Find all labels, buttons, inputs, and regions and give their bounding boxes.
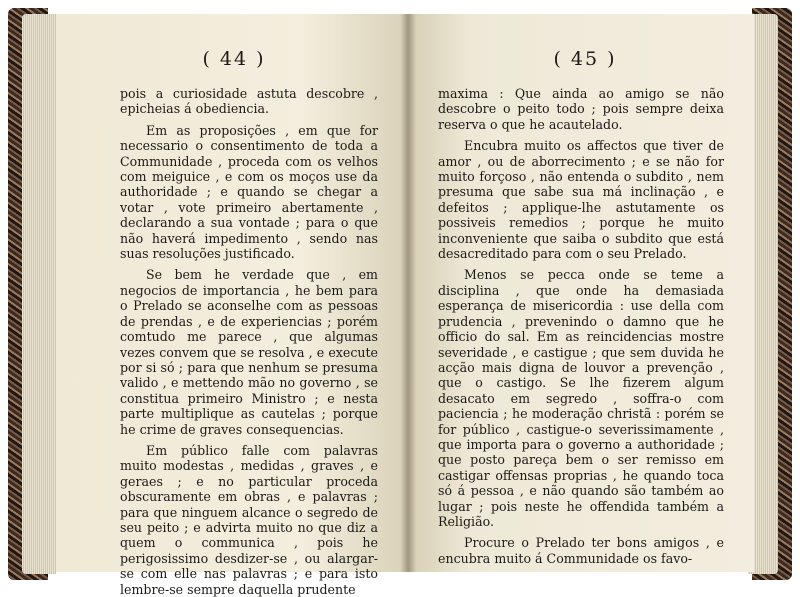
paragraph: Menos se pecca onde se teme a disciplina , que onde ha demasiada esperança de misericordia : use della com prudencia , prevenindo o damno que he officio do sal. Em as reincidencias mostre severidade , e castigue ; que sem duvida he acção mais digna de louvor a prevenção , que o castigo. Se lhe fizerem algum desacato em segredo , soffra-o com paciencia ; he moderação christã : porém se for público , castigue-o severissimamente , que importa para o governo a authoridade ; que posto pareça bem o ser remisso em castigar offensas proprias , he quando toca só á pessoa , e não quando são também ao lugar ; pois neste he offendida também a Religião. bbox=[438, 267, 724, 529]
left-page-edges bbox=[22, 14, 56, 574]
paragraph: Encubra muito os affectos que tiver de amor , ou de aborrecimento ; e se não for muito forçoso , não entenda o subdito , nem presuma que sabe sua má inclinação , e defeitos ; applique-lhe astutamente os possiveis remedios ; porque he muito inconveniente que saiba o subdito que está desacreditado para com o seu Prelado. bbox=[438, 138, 724, 262]
paragraph: Se bem he verdade que , em negocios de importancia , he bem para o Prelado se aconselhe com as pessoas de prendas , e de experiencias ; porém comtudo me parece , que algumas vezes convem que se resolva , e execute por si só ; para que nenhum se presuma valido , e mettendo mão no governo , se constitua primeiro Ministro ; e nesta parte multiplique as cautelas ; porque he crime de graves consequencias. bbox=[120, 267, 378, 437]
left-page bbox=[56, 14, 408, 597]
page-number-45: ( 45 ) bbox=[553, 48, 617, 70]
book-gutter bbox=[400, 14, 416, 572]
paragraph: maxima : Que ainda ao amigo se não descobre o peito todo ; pois sempre deixa reserva o que he acautelado. bbox=[438, 86, 724, 132]
right-page bbox=[408, 14, 754, 572]
paragraph: pois a curiosidade astuta descobre , epicheias á obediencia. bbox=[120, 86, 378, 117]
paragraph: Em as proposições , em que for necessario o consentimento de toda a Communidade , proceda com os velhos com meiguice , e com os moços use da authoridade ; e quando se chegar a votar , vote primeiro abertamente , declarando a sua vontade ; para o que não haverá impedimento , sendo nas suas resoluções justificado. bbox=[120, 122, 378, 262]
open-book bbox=[8, 8, 792, 597]
paragraph: Procure o Prelado ter bons amigos , e encubra muito á Communidade os favo- bbox=[438, 535, 724, 566]
paragraph: Em público falle com palavras muito modestas , medidas , graves , e geraes ; e no particular proceda obscuramente em obras , e palavras ; para que ninguem alcance o segredo de seu peito ; e advirta muito no que diz a quem o communica , pois he perigosissimo desdizer-se , ou alargar-se com elle nas palavras ; e para isto lembre-se sempre daquella prudente bbox=[120, 442, 378, 597]
page-number-44: ( 44 ) bbox=[202, 48, 266, 70]
